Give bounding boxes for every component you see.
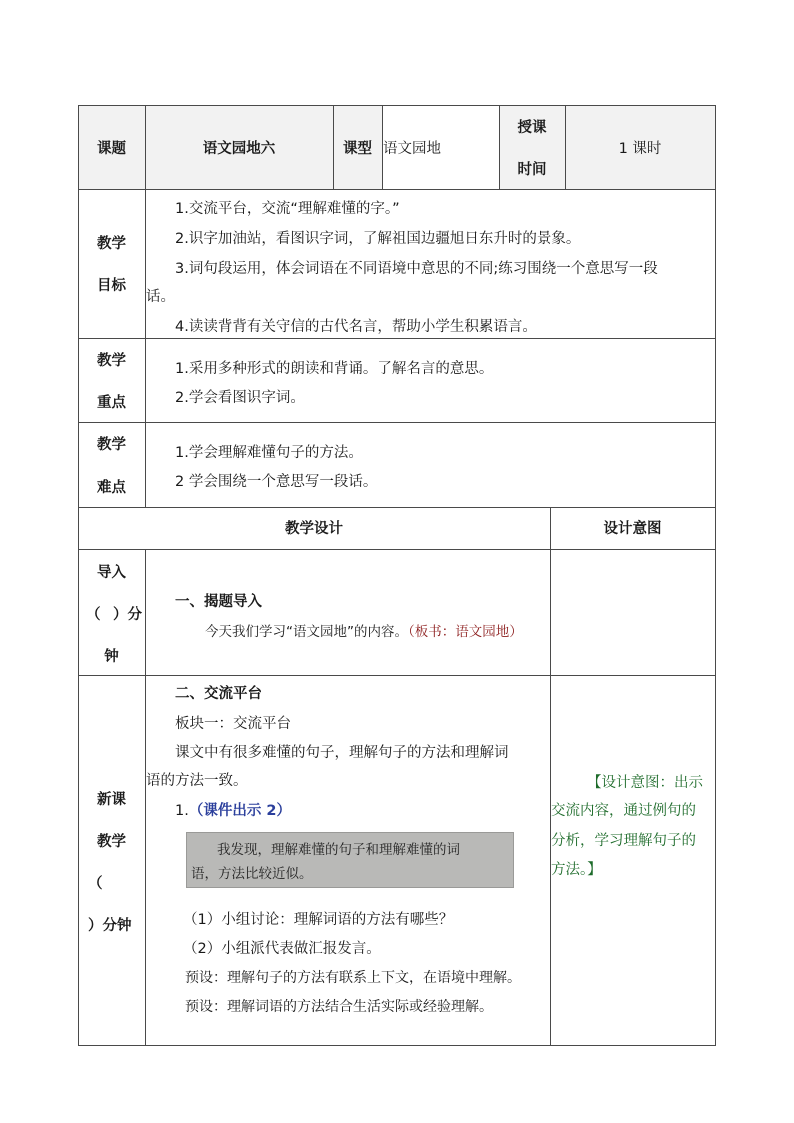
keti-value: 语文园地六 (202, 141, 276, 157)
table-border (78, 1045, 716, 1046)
table-border (78, 338, 716, 339)
shouke-label: 时间 (517, 162, 547, 178)
shouke-value: 1 课时 (618, 141, 662, 157)
table-border (78, 105, 716, 106)
goal-item: 话。 (146, 289, 175, 305)
table-border (715, 105, 716, 1046)
intro-text-main: 今天我们学习“语文园地”的内容。 (205, 624, 408, 640)
goal-item: 3.词句段运用，体会词语在不同语境中意思的不同;练习围绕一个意思写一段 (175, 261, 658, 277)
intro-label: 钟 (104, 649, 119, 665)
goals-label: 目标 (97, 278, 126, 294)
goal-item: 2.识字加油站，看图识字词，了解祖国边疆旭日东升时的景象。 (175, 231, 581, 247)
design-intent: 交流内容，通过例句的 (551, 803, 696, 819)
new-lesson-label: （ (88, 876, 103, 892)
keti-label: 课题 (97, 141, 126, 157)
question-item: （2）小组派代表做汇报发言。 (183, 941, 381, 957)
table-border (78, 189, 716, 190)
ppt-item-number: 1. (175, 803, 189, 819)
preset-answer: 预设：理解句子的方法有联系上下文，在语境中理解。 (185, 970, 521, 986)
key-points-label: 教学 (97, 353, 126, 369)
new-lesson-heading: 二、交流平台 (175, 686, 262, 702)
new-lesson-paragraph: 课文中有很多难懂的句子，理解句子的方法和理解词 (175, 745, 509, 761)
goals-label: 教学 (97, 236, 126, 252)
table-border (145, 549, 146, 1046)
difficulty-item: 1.学会理解难懂句子的方法。 (175, 445, 363, 461)
table-border (550, 507, 551, 1046)
table-border (78, 549, 716, 550)
example-sentence-image (186, 832, 514, 888)
kexing-label: 课型 (343, 141, 372, 157)
design-intent: 分析，学习理解句子的 (551, 833, 696, 849)
intro-label: 导入 (97, 565, 126, 581)
ppt-item (175, 802, 291, 820)
new-lesson-label: 新课 (97, 792, 126, 808)
intro-heading: 一、揭题导入 (175, 594, 262, 610)
kexing-value: 语文园地 (383, 141, 441, 157)
difficulties-label: 难点 (97, 480, 126, 496)
intro-label: ）分 (113, 607, 142, 623)
table-border (78, 675, 716, 676)
goal-item: 4.读读背背有关守信的古代名言，帮助小学生积累语言。 (175, 319, 537, 335)
question-item: （1）小组讨论：理解词语的方法有哪些？ (183, 912, 454, 928)
difficulty-item: 2 学会围绕一个意思写一段话。 (175, 474, 378, 490)
shouke-label: 授课 (517, 120, 547, 136)
key-points-label: 重点 (97, 395, 126, 411)
new-lesson-label: 教学 (97, 834, 126, 850)
new-lesson-label: ）分钟 (88, 918, 132, 934)
design-intent: 【设计意图：出示 (587, 775, 703, 791)
key-point-item: 1.采用多种形式的朗读和背诵。了解名言的意思。 (175, 361, 494, 377)
ppt-item-label: （课件出示 2） (188, 803, 291, 819)
table-border (145, 105, 146, 507)
table-border (78, 422, 716, 423)
new-lesson-paragraph: 语的方法一致。 (146, 773, 248, 789)
design-intent: 方法。】 (551, 862, 602, 878)
intro-label: （ (86, 607, 101, 623)
goal-item: 1.交流平台，交流“理解难懂的字。” (175, 201, 400, 217)
preset-answer: 预设：理解词语的方法结合生活实际或经验理解。 (185, 999, 493, 1015)
image-line: 语，方法比较近似。 (191, 866, 313, 882)
image-line: 我发现，理解难懂的句子和理解难懂的词 (217, 842, 460, 858)
intent-column-header: 设计意图 (603, 521, 662, 537)
new-lesson-block: 板块一：交流平台 (175, 716, 291, 732)
design-column-header: 教学设计 (285, 521, 343, 537)
table-border (78, 507, 716, 508)
intro-text (205, 623, 523, 641)
difficulties-label: 教学 (97, 437, 126, 453)
key-point-item: 2.学会看图识字词。 (175, 390, 305, 406)
intro-board-note: （板书：语文园地） (408, 624, 523, 640)
